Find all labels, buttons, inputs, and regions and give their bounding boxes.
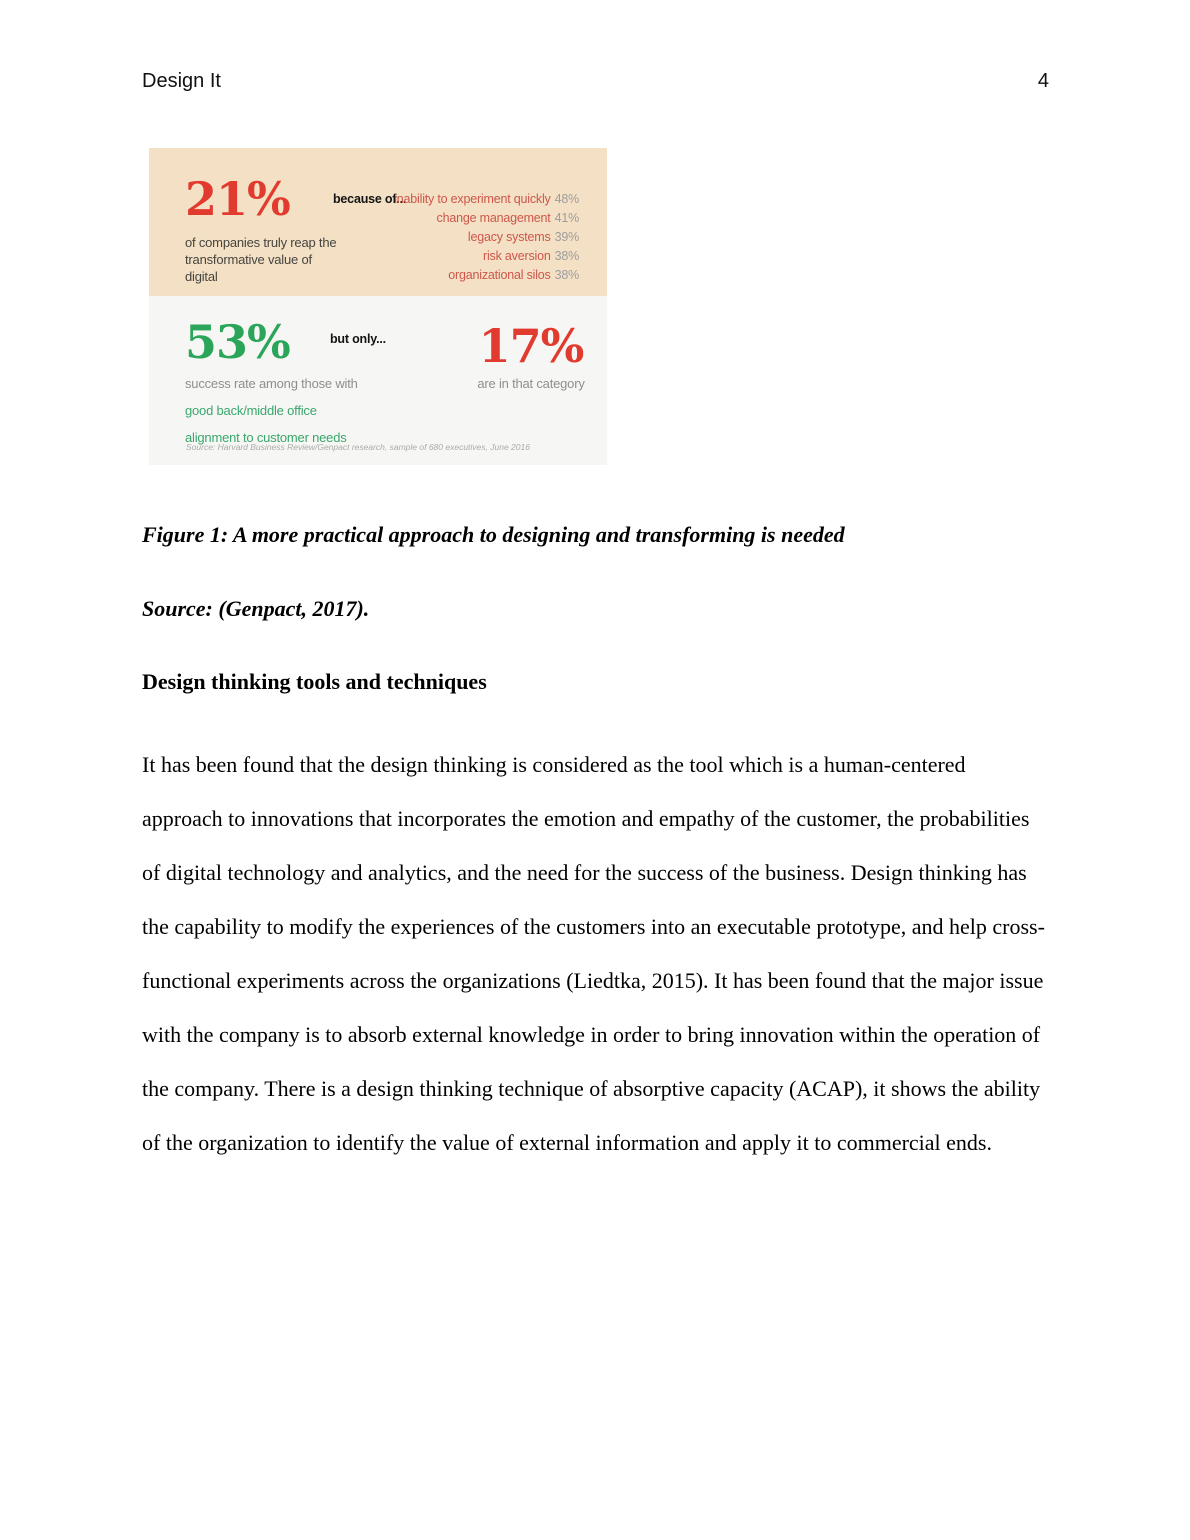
reason-label: inability to experiment quickly — [394, 192, 551, 206]
figure-infographic — [149, 148, 607, 465]
infographic-bottom-panel — [149, 296, 607, 465]
reason-value: 38% — [554, 249, 579, 263]
infographic-top-panel — [149, 148, 607, 296]
infographic-source-note: Source: Harvard Business Review/Genpact research, sample of 680 executives, June 2016 — [186, 442, 530, 452]
stat-block-17 — [465, 319, 597, 392]
stat-21-caption: of companies truly reap the transformative value of digital — [185, 235, 337, 284]
figure-caption: Figure 1: A more practical approach to designing and transforming is needed — [142, 522, 845, 547]
connector-because-of: because of... — [333, 192, 407, 206]
reason-value: 41% — [554, 211, 579, 225]
reason-value: 39% — [554, 230, 579, 244]
stat-53-percent: 53% — [185, 315, 290, 369]
reason-row — [379, 247, 579, 266]
figure-source-citation: Source: (Genpact, 2017). — [142, 596, 370, 621]
body-paragraph: It has been found that the design thinking is considered as the tool which is a human-centered approach to innovations that incorporates the emotion and empathy of the customer, the probabilities of digital technology and analytics, and the need for the success of the business. Design thinking has the capability to modify the experiences of the customers into an executable prototype, and help cross-functional experiments across the organizations (Liedtka, 2015). It has been found that the major issue with the company is to absorb external knowledge in order to bring innovation within the operation of the company. There is a design thinking technique of absorptive capacity (ACAP), it shows the ability of the organization to identify the value of external information and apply it to commercial ends. — [142, 752, 1045, 1155]
reasons-list — [379, 190, 579, 285]
page-number: 4 — [1037, 70, 1049, 92]
reason-label: organizational silos — [448, 268, 551, 282]
stat-53-caption-green-1: good back/middle office — [185, 403, 317, 418]
reason-label: legacy systems — [467, 230, 551, 244]
reason-label: risk aversion — [483, 249, 551, 263]
reason-row — [379, 209, 579, 228]
page-header — [0, 0, 1190, 93]
connector-but-only: but only... — [330, 332, 386, 346]
running-head: Design It — [142, 70, 221, 92]
section-heading: Design thinking tools and techniques — [142, 669, 487, 694]
reason-row — [379, 190, 579, 209]
reason-value: 48% — [554, 192, 579, 206]
stat-53-caption-green-2: alignment to customer needs — [185, 430, 347, 445]
reason-label: change management — [436, 211, 551, 225]
stat-17-caption: are in that category — [477, 376, 585, 391]
reason-row — [379, 266, 579, 285]
stat-53-caption-gray: success rate among those with — [185, 376, 358, 391]
stat-block-21 — [185, 172, 345, 285]
reason-row — [379, 228, 579, 247]
reason-value: 38% — [554, 268, 579, 282]
stat-17-percent: 17% — [478, 319, 584, 373]
stat-21-percent: 21% — [185, 172, 290, 226]
